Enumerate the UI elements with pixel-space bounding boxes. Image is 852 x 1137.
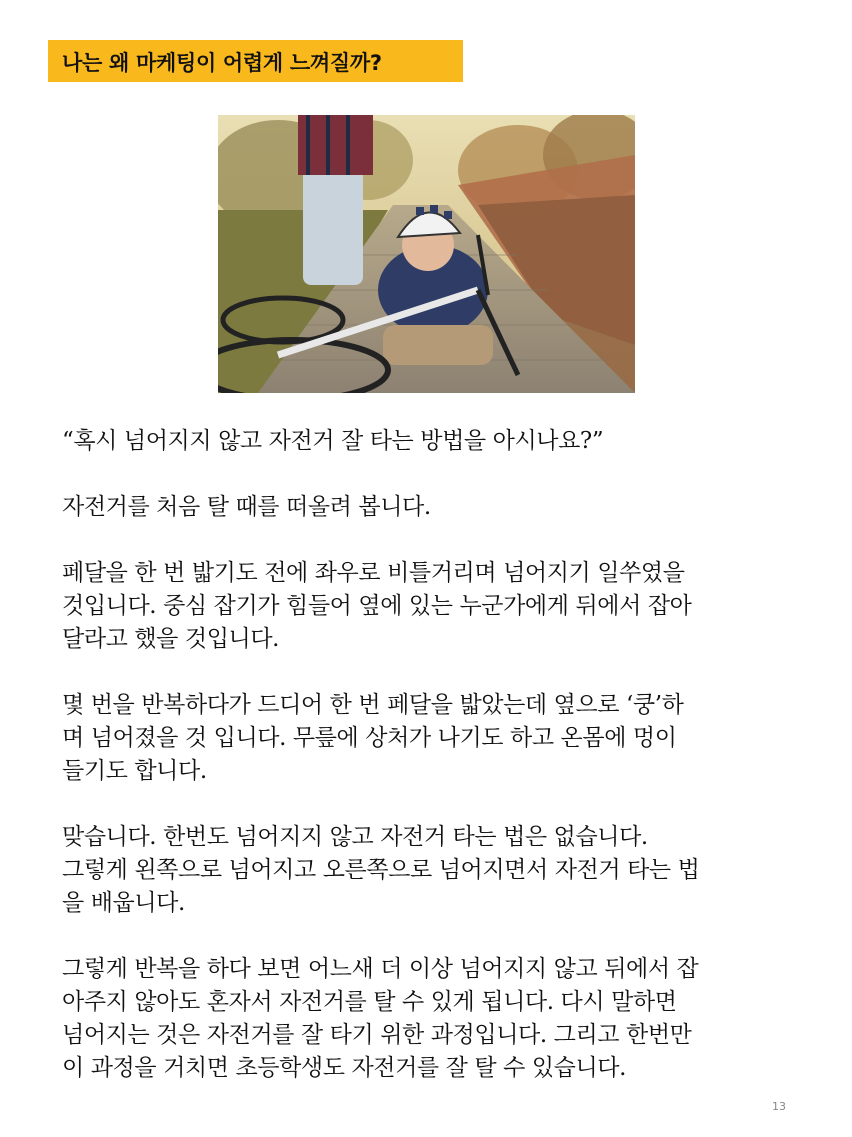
paragraph-line: “혹시 넘어지지 않고 자전거 잘 타는 방법을 아시나요?” xyxy=(62,428,604,454)
child-fallen-bicycle-photo xyxy=(218,115,635,393)
page-number: 13 xyxy=(772,1100,786,1113)
paragraph xyxy=(62,953,802,1085)
title-banner xyxy=(48,40,463,82)
paragraph-line: 것입니다. 중심 잡기가 힘들어 옆에 있는 누군가에게 뒤에서 잡아 xyxy=(62,593,692,619)
paragraph-line: 들기도 합니다. xyxy=(62,758,207,784)
page-title: 나는 왜 마케팅이 어렵게 느껴질까? xyxy=(62,51,382,75)
paragraph xyxy=(62,425,802,458)
paragraph xyxy=(62,821,802,920)
paragraph-line: 몇 번을 반복하다가 드디어 한 번 페달을 밟았는데 옆으로 ‘쿵’하 xyxy=(62,692,684,718)
paragraph xyxy=(62,557,802,656)
paragraph-line: 맞습니다. 한번도 넘어지지 않고 자전거 타는 법은 없습니다. xyxy=(62,824,648,850)
paragraph-line: 그렇게 왼쪽으로 넘어지고 오른쪽으로 넘어지면서 자전거 타는 법 xyxy=(62,857,700,883)
paragraph-line: 며 넘어졌을 것 입니다. 무릎에 상처가 나기도 하고 온몸에 멍이 xyxy=(62,725,677,751)
paragraph xyxy=(62,491,802,524)
paragraph-line: 페달을 한 번 밟기도 전에 좌우로 비틀거리며 넘어지기 일쑤였을 xyxy=(62,560,685,586)
paragraph xyxy=(62,689,802,788)
paragraph-line: 아주지 않아도 혼자서 자전거를 탈 수 있게 됩니다. 다시 말하면 xyxy=(62,989,677,1015)
paragraph-line: 달라고 했을 것입니다. xyxy=(62,626,280,652)
paragraph-line: 을 배웁니다. xyxy=(62,890,185,916)
paragraph-line: 자전거를 처음 탈 때를 떠올려 봅니다. xyxy=(62,494,431,520)
paragraph-line: 이 과정을 거치면 초등학생도 자전거를 잘 탈 수 있습니다. xyxy=(62,1055,627,1081)
body-text xyxy=(62,425,802,1118)
paragraph-line: 그렇게 반복을 하다 보면 어느새 더 이상 넘어지지 않고 뒤에서 잡 xyxy=(62,956,699,982)
paragraph-line: 넘어지는 것은 자전거를 잘 타기 위한 과정입니다. 그리고 한번만 xyxy=(62,1022,692,1048)
